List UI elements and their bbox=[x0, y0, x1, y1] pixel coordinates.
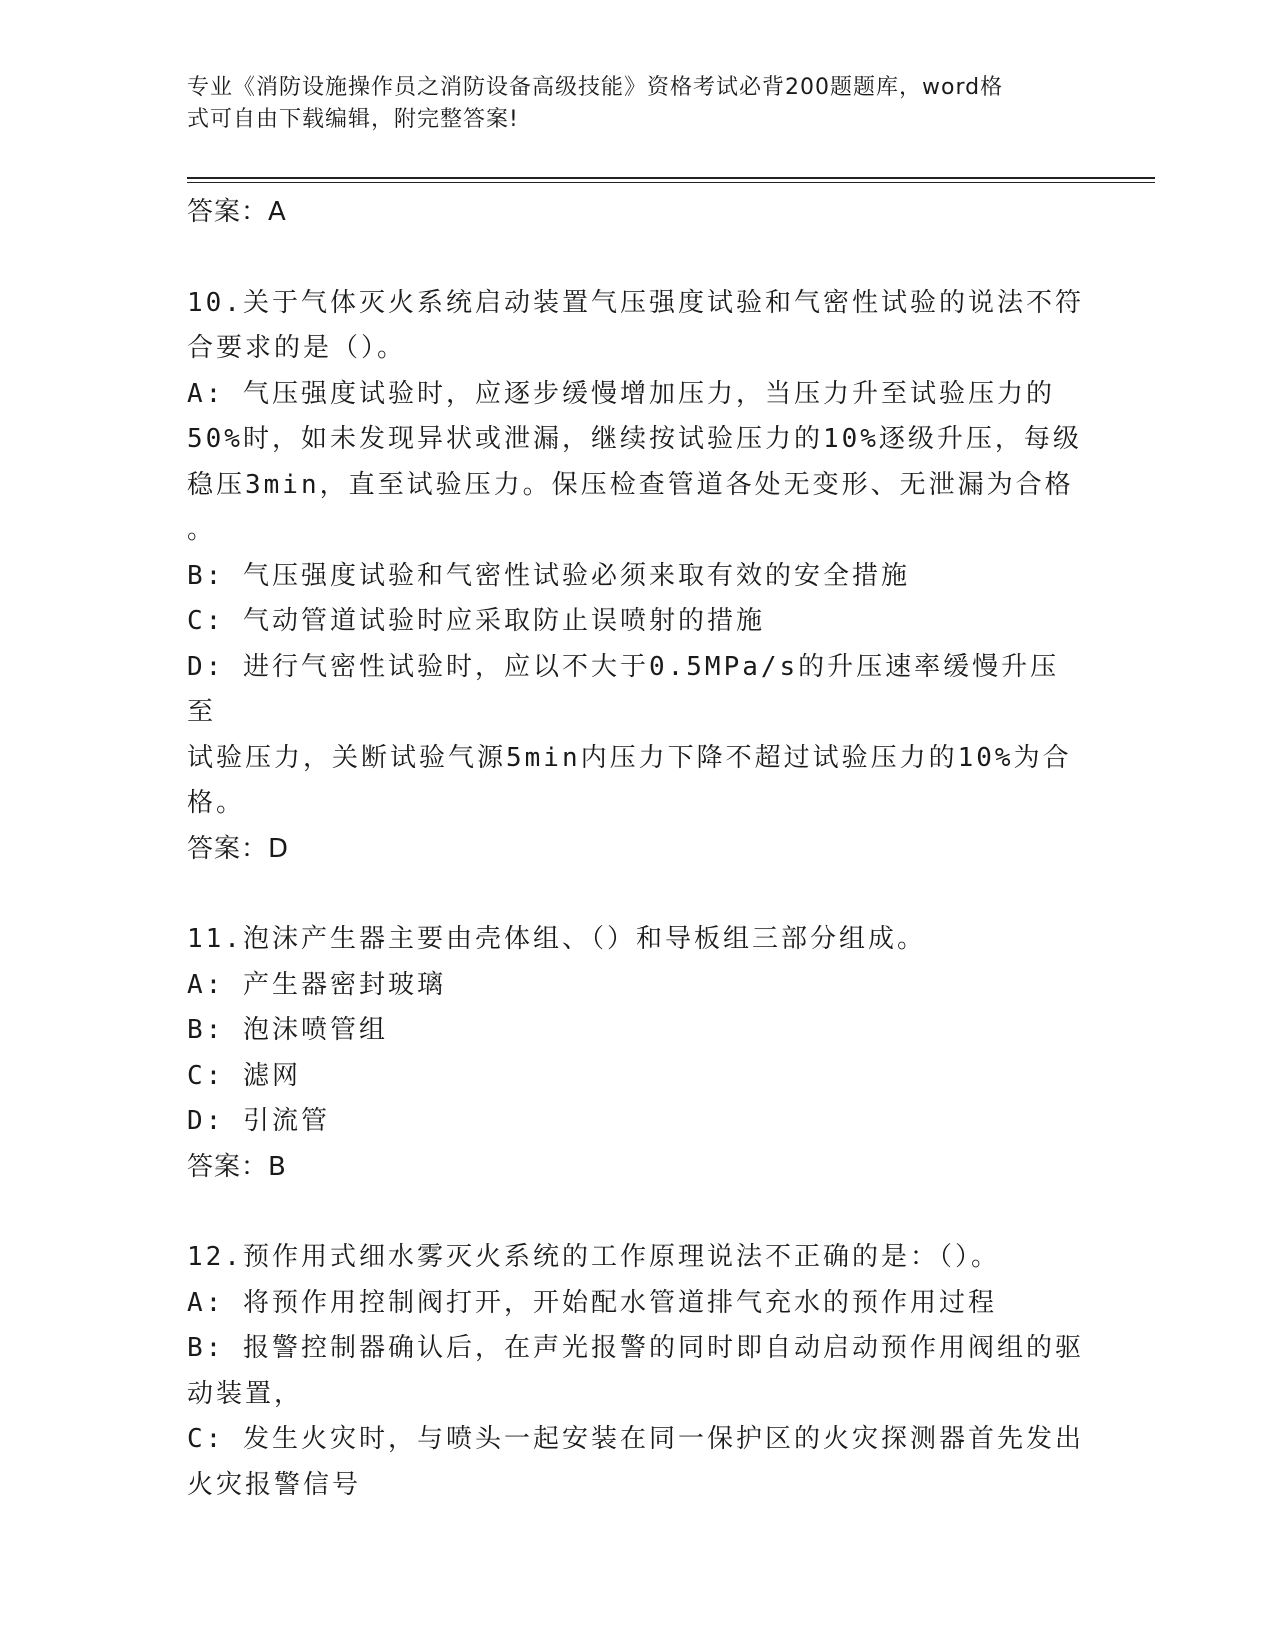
option-d: 格。 bbox=[187, 788, 246, 818]
document-header bbox=[187, 72, 1067, 136]
question-stem: 合要求的是（）。 bbox=[187, 333, 407, 363]
spacer bbox=[187, 872, 1087, 917]
option-c: C: 发生火灾时，与喷头一起安装在同一保护区的火灾探测器首先发出 bbox=[187, 1424, 1084, 1454]
document-body bbox=[187, 190, 1087, 1508]
option-d: D: 引流管 bbox=[187, 1106, 330, 1136]
question-stem: 10.关于气体灭火系统启动装置气压强度试验和气密性试验的说法不符 bbox=[187, 287, 1084, 318]
option-c: 火灾报警信号 bbox=[187, 1469, 362, 1500]
question-stem: 11.泡沫产生器主要由壳体组、（）和导板组三部分组成。 bbox=[187, 924, 926, 954]
question-10 bbox=[187, 281, 1087, 873]
option-a: A: 产生器密封玻璃 bbox=[187, 969, 446, 1000]
option-c: C: 气动管道试验时应采取防止误喷射的措施 bbox=[187, 606, 765, 636]
option-a: A: 气压强度试验时，应逐步缓慢增加压力，当压力升至试验压力的 bbox=[187, 378, 1055, 409]
option-a: 50%时，如未发现异状或泄漏，继续按试验压力的10%逐级升压，每级 bbox=[187, 424, 1082, 454]
header-line-2: 式可自由下载编辑，附完整答案! bbox=[187, 107, 519, 132]
answer-label: 答案：A bbox=[187, 197, 287, 227]
option-c: C: 滤网 bbox=[187, 1060, 301, 1091]
option-d: D: 进行气密性试验时，应以不大于0.5MPa/s的升压速率缓慢升压至 bbox=[187, 651, 1060, 727]
option-b: B: 气压强度试验和气密性试验必须来取有效的安全措施 bbox=[187, 560, 910, 591]
option-d: 试验压力，关断试验气源5min内压力下降不超过试验压力的10%为合 bbox=[187, 742, 1072, 773]
question-stem: 12.预作用式细水雾灭火系统的工作原理说法不正确的是：（）。 bbox=[187, 1242, 1000, 1272]
header-line-1: 专业《消防设施操作员之消防设备高级技能》资格考试必背200题题库，word格 bbox=[187, 75, 1004, 100]
answer-label: 答案：D bbox=[187, 833, 290, 864]
option-b: 动装置， bbox=[187, 1378, 304, 1409]
option-a: A: 将预作用控制阀打开，开始配水管道排气充水的预作用过程 bbox=[187, 1287, 997, 1318]
answer-label: 答案：B bbox=[187, 1151, 287, 1182]
question-11 bbox=[187, 917, 1087, 1190]
question-12 bbox=[187, 1235, 1087, 1508]
spacer bbox=[187, 1190, 1087, 1235]
option-a: 。 bbox=[187, 515, 217, 545]
option-a: 稳压3min，直至试验压力。保压检查管道各处无变形、无泄漏为合格 bbox=[187, 469, 1074, 500]
option-b: B: 泡沫喷管组 bbox=[187, 1015, 388, 1045]
header-rule-thick bbox=[187, 177, 1155, 179]
header-rule-thin bbox=[187, 182, 1155, 183]
option-b: B: 报警控制器确认后，在声光报警的同时即自动启动预作用阀组的驱 bbox=[187, 1333, 1084, 1363]
spacer bbox=[187, 236, 1087, 281]
